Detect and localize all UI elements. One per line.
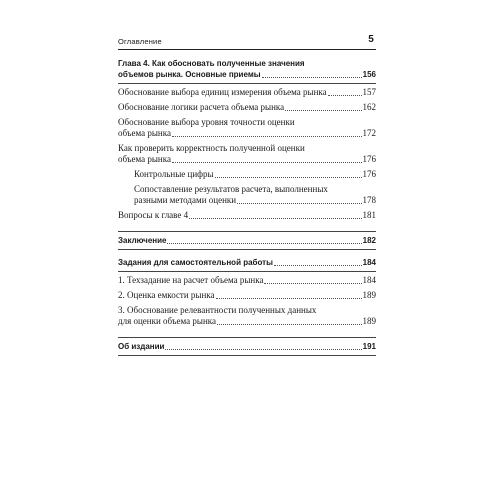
toc-entry-page: 184	[362, 275, 376, 285]
toc-entry-text: Вопросы к главе 4	[118, 210, 189, 220]
toc-entry-text-line2: объемов рынка. Основные приемы	[118, 70, 261, 79]
running-header-title: Оглавление	[118, 37, 162, 46]
dot-leader	[189, 218, 361, 219]
toc-entry-text: Контрольные цифры	[134, 169, 214, 179]
toc-entry-text-line1: Сопоставление результатов расчета, выполненных	[134, 184, 328, 194]
toc-entry-text-line1: Глава 4. Как обосновать полученные значения	[118, 59, 305, 68]
section-divider	[118, 271, 376, 272]
dot-leader	[165, 349, 361, 350]
toc-entry-page: 189	[362, 290, 376, 300]
dot-leader	[274, 265, 362, 266]
dot-leader	[262, 77, 362, 78]
toc-entry-text-line2: разными методами оценки	[134, 195, 237, 205]
toc-entry-page: 172	[362, 128, 376, 138]
table-of-contents	[118, 58, 376, 359]
dot-leader	[285, 110, 361, 111]
toc-entry-page: 189	[362, 316, 376, 326]
toc-entry-text: Обоснование выбора единиц измерения объема рынка	[118, 87, 327, 97]
toc-entry-page: 176	[362, 169, 376, 179]
toc-entry[interactable]	[118, 117, 376, 139]
dot-leader	[216, 298, 362, 299]
section-divider	[118, 337, 376, 338]
toc-tasks[interactable]	[118, 257, 376, 268]
toc-entry-page: 191	[362, 342, 376, 351]
toc-about[interactable]	[118, 341, 376, 352]
toc-chapter-4[interactable]	[118, 58, 376, 80]
dot-leader	[264, 283, 361, 284]
toc-entry-text: 1. Техзадание на расчет объема рынка	[118, 275, 264, 285]
toc-entry-page: 157	[362, 87, 376, 97]
toc-entry[interactable]	[118, 290, 376, 301]
dot-leader	[237, 203, 361, 204]
toc-entry-page: 184	[362, 258, 376, 267]
page-number: 5	[368, 34, 374, 45]
toc-entry-text: Заключение	[118, 236, 167, 245]
toc-entry-text-line1: Как проверить корректность полученной оценки	[118, 143, 305, 153]
section-divider	[118, 249, 376, 250]
section-divider	[118, 231, 376, 232]
toc-entry[interactable]	[118, 143, 376, 165]
toc-entry-text: 2. Оценка емкости рынка	[118, 290, 215, 300]
toc-entry-text: Задания для самостоятельной работы	[118, 258, 273, 267]
dot-leader	[215, 177, 362, 178]
dot-leader	[217, 324, 361, 325]
toc-entry-page: 176	[362, 154, 376, 164]
toc-entry-text-line2: объема рынка	[118, 154, 171, 164]
dot-leader	[328, 95, 362, 96]
dot-leader	[167, 243, 361, 244]
toc-subentry[interactable]	[118, 184, 376, 206]
toc-entry-page: 181	[362, 210, 376, 220]
toc-entry[interactable]	[118, 210, 376, 221]
toc-entry-text: Об издании	[118, 342, 165, 351]
toc-entry-text-line1: 3. Обоснование релевантности полученных данных	[118, 305, 317, 315]
section-divider	[118, 83, 376, 84]
toc-entry-page: 182	[362, 236, 376, 245]
header-divider	[118, 49, 376, 50]
toc-entry-text: Обоснование логики расчета объема рынка	[118, 102, 285, 112]
toc-conclusion[interactable]	[118, 235, 376, 246]
dot-leader	[172, 136, 362, 137]
section-divider	[118, 355, 376, 356]
toc-entry[interactable]	[118, 275, 376, 286]
toc-entry-text-line2: для оценки объема рынка	[118, 316, 217, 326]
toc-entry[interactable]	[118, 102, 376, 113]
toc-entry-text-line2: объема рынка	[118, 128, 171, 138]
toc-entry-page: 156	[362, 70, 376, 79]
toc-entry-text-line1: Обоснование выбора уровня точности оценки	[118, 117, 295, 127]
toc-subentry[interactable]	[118, 169, 376, 180]
toc-entry[interactable]	[118, 305, 376, 327]
toc-entry[interactable]	[118, 87, 376, 98]
dot-leader	[172, 162, 362, 163]
toc-entry-page: 162	[362, 102, 376, 112]
toc-entry-page: 178	[362, 195, 376, 205]
running-header	[118, 35, 376, 49]
